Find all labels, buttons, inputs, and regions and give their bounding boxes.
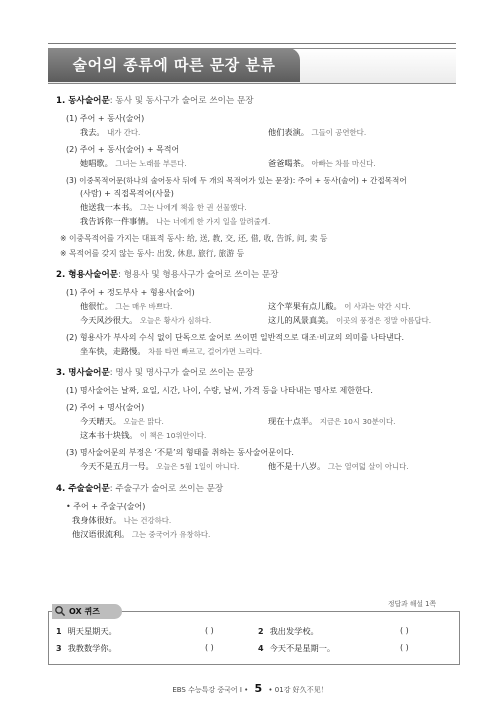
section-number: 1.	[56, 96, 66, 106]
example: 我身体很好。 나는 건강하다.	[72, 515, 172, 525]
section-desc: : 동사 및 동사구가 술어로 쓰이는 문장	[109, 96, 254, 106]
example: 这个苹果有点儿酸。 이 사과는 약간 시다.	[268, 301, 411, 311]
section-name: 주술술어문	[68, 484, 110, 494]
example: 我去。 내가 간다.	[80, 127, 141, 137]
example: 她唱歌。 그녀는 노래를 부른다.	[80, 158, 187, 168]
section-3-heading	[56, 368, 254, 379]
example: 他们表演。 그들이 공연한다.	[268, 127, 367, 137]
section-name: 형용사술어문	[68, 270, 119, 280]
section-desc: : 명사 및 명사구가 술어로 쓰이는 문장	[109, 368, 254, 378]
answer-blank[interactable]: ( )	[205, 626, 214, 635]
note: ※ 목적어를 갖지 않는 동사: 出发, 休息, 旅行, 旅游 등	[60, 249, 245, 258]
example: 现在十点半。 지금은 10시 30분이다.	[268, 416, 396, 426]
s3-p1-label: (1) 명사술어는 날짜, 요일, 시간, 나이, 수량, 날씨, 가격 등을 나타내는 명사로 제한한다.	[66, 386, 373, 395]
example: 今天不是五月一号。 오늘은 5월 1일이 아니다.	[80, 461, 240, 471]
example: 他很忙。 그는 매우 바쁘다.	[80, 301, 173, 311]
section-2-heading	[56, 270, 278, 281]
section-name: 명사술어문	[68, 368, 110, 378]
example: 我告诉你一件事情。 나는 너에게 한 가지 일을 알려줄게.	[80, 216, 271, 226]
page-footer: EBS 수능특강 중국어 I • 5 • 01강 好久不见！	[172, 682, 328, 695]
s1-p1-label: (1) 주어 + 동사(술어)	[66, 114, 145, 123]
answer-reference: 정답과 해설 1쪽	[388, 600, 437, 608]
answer-blank[interactable]: ( )	[400, 626, 409, 635]
ox-quiz-title: OX 퀴즈	[69, 607, 100, 616]
page-number: 5	[254, 682, 263, 695]
s1-p3-label-cont: (사람) + 직접목적어(사물)	[80, 189, 174, 198]
example: 这儿的风景真美。 이곳의 풍경은 정말 아름답다.	[268, 315, 432, 325]
footer-book-title: EBS 수능특강 중국어 I	[172, 686, 242, 694]
search-icon	[54, 605, 66, 617]
header-rule	[48, 43, 456, 44]
s3-p2-label: (2) 주어 + 명사(술어)	[66, 403, 145, 412]
footer-lesson: 01강 好久不见！	[274, 686, 328, 694]
ox-quiz-box	[48, 611, 460, 665]
section-desc: : 주술구가 술어로 쓰이는 문장	[109, 484, 224, 494]
s3-p3-label: (3) 명사술어문의 부정은 ‘不是’의 형태를 취하는 동사술어문이다.	[66, 448, 294, 457]
quiz-item-3: 3 我教数学你。	[56, 643, 117, 653]
answer-blank[interactable]: ( )	[205, 643, 214, 652]
section-number: 2.	[56, 270, 66, 280]
example: 他不是十八岁。 그는 열여덟 살이 아니다.	[268, 461, 409, 471]
quiz-item-2: 2 我出发学校。	[258, 626, 319, 636]
section-4-heading	[56, 484, 223, 495]
section-number: 4.	[56, 484, 66, 494]
example: 爸爸喝茶。 아빠는 차를 마신다.	[268, 158, 376, 168]
quiz-item-1: 1 明天星期天。	[56, 626, 117, 636]
page-title: 술어의 종류에 따른 문장 분류	[48, 48, 300, 82]
s4-p1-label: • 주어 + 주술구(술어)	[66, 502, 146, 511]
example: 他送我一本书。 그는 나에게 책을 한 권 선물했다.	[80, 202, 247, 212]
example: 他汉语很流利。 그는 중국어가 유창하다.	[72, 529, 211, 539]
s2-p1-label: (1) 주어 + 정도부사 + 형용사(술어)	[66, 288, 195, 297]
quiz-item-4: 4 今天不是星期一。	[258, 643, 336, 653]
example: 坐车快，走路慢。 차를 타면 빠르고, 걸어가면 느리다.	[80, 346, 263, 356]
example: 今天风沙很大。 오늘은 황사가 심하다.	[80, 315, 212, 325]
section-number: 3.	[56, 368, 66, 378]
s1-p3-label: (3) 이중목적어문(하나의 술어동사 뒤에 두 개의 목적어가 있는 문장): 주어 + 동사(술어) + 간접목적어	[66, 176, 407, 185]
section-desc: : 형용사 및 형용사구가 술어로 쓰이는 문장	[118, 270, 279, 280]
answer-blank[interactable]: ( )	[400, 643, 409, 652]
s2-p2-label: (2) 형용사가 부사의 수식 없이 단독으로 술어로 쓰이면 일반적으로 대조·비교의 의미를 나타낸다.	[66, 333, 405, 342]
section-name: 동사술어문	[68, 96, 110, 106]
example: 今天晴天。 오늘은 맑다.	[80, 416, 164, 426]
s1-p2-label: (2) 주어 + 동사(술어) + 목적어	[66, 145, 180, 154]
section-1-heading	[56, 96, 254, 107]
example: 这本书十块钱。 이 책은 10위안이다.	[80, 430, 207, 440]
note: ※ 이중목적어를 가지는 대표적 동사: 给, 送, 教, 交, 还, 借, 收, 告诉, 问, 卖 등	[60, 234, 328, 243]
